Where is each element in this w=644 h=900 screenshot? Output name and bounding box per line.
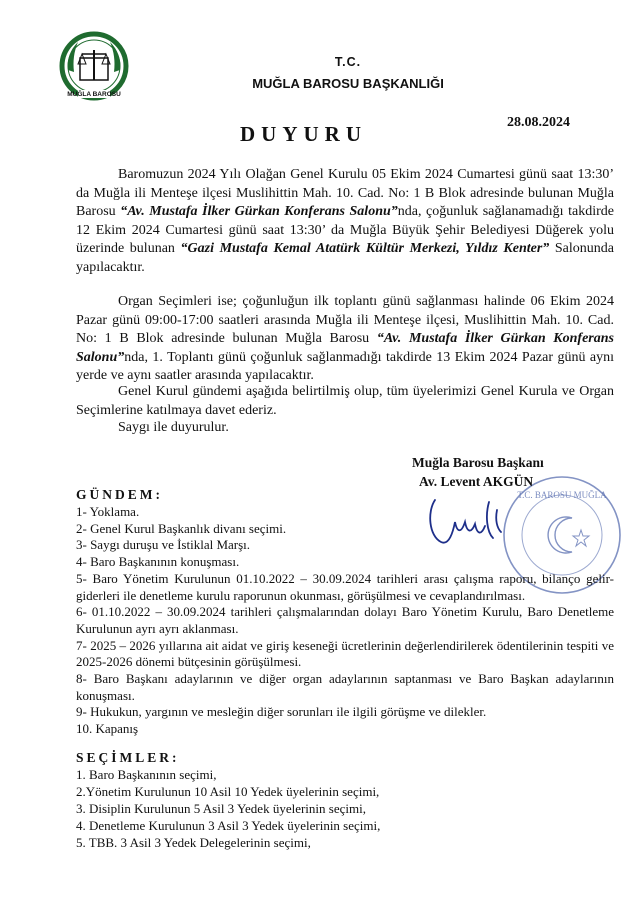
paragraph-invitation: Genel Kurul gündemi aşağıda belirtilmiş olup, tüm üyelerimizi Genel Kurula ve Organ Seçimlerine katılmaya davet ederiz.	[76, 384, 614, 418]
election-item: 4. Denetleme Kurulunun 3 Asil 3 Yedek üyelerinin seçimi,	[76, 818, 381, 833]
document-date: 28.08.2024	[507, 115, 570, 130]
agenda-list	[76, 504, 614, 738]
page-title: DUYURU	[240, 122, 367, 146]
election-item: 3. Disiplin Kurulunun 5 Asil 3 Yedek üyelerinin seçimi,	[76, 801, 366, 816]
agenda-heading: GÜNDEM:	[76, 487, 163, 502]
election-item: 2.Yönetim Kurulunun 10 Asil 10 Yedek üyelerinin seçimi,	[76, 784, 380, 799]
tc-heading: T.C.	[334, 55, 362, 69]
agenda-item: 5- Baro Yönetim Kurulunun 01.10.2022 – 30.09.2024 tarihleri arası çalışma raporu, bilanço gelir-giderleri ile denetleme kurulu raporunun okunması, görüşülmesi ve cevaplandırılması.	[76, 570, 614, 603]
agenda-item: 4- Baro Başkanının konuşması.	[76, 554, 240, 570]
agenda-item: 7- 2025 – 2026 yıllarına ait aidat ve giriş keseneği ücretlerinin değerlendirilerek ödentilerinin tespiti ve 2025-2026 dönemi bütçesinin görüşülmesi.	[76, 637, 614, 670]
agenda-item: 8- Baro Başkanı adaylarının ve diğer organ adaylarının saptanması ve Baro Başkan adaylarının konuşması.	[76, 671, 614, 703]
elections-heading: SEÇİMLER:	[76, 750, 180, 765]
election-item: 1. Baro Başkanının seçimi,	[76, 767, 217, 782]
muğla-barosu-logo	[58, 30, 130, 108]
signature-name: Av. Levent AKGÜN	[419, 474, 534, 489]
signature-organization: Muğla Barosu Başkanı	[412, 455, 544, 470]
paragraph-general-assembly: Baromuzun 2024 Yılı Olağan Genel Kurulu 05 Ekim 2024 Cumartesi günü saat 13:30’ da Muğla ili Menteşe ilçesi Muslihittin Mah. 10. Cad. No: 1 B Blok adresinde bulunan Muğla Barosu “Av. Mustafa İlker Gürkan Konferans Salonu”nda, çoğunluk sağlanamadığı takdirde 12 Ekim 2024 Cumartesi günü saat 13:30’ da Muğla Büyük Şehir Belediyesi Düğerek yolu üzerinde bulunan “Gazi Mustafa Kemal Atatürk Kültür Merkezi, Yıldız Kenter” Salonunda yapılacaktır.	[76, 167, 614, 275]
logo-text: MUĞLA BAROSU	[67, 91, 121, 98]
agenda-item: 1- Yoklama.	[76, 504, 140, 519]
agenda-item: 2- Genel Kurul Başkanlık divanı seçimi.	[76, 520, 287, 536]
agenda-item: 10. Kapanış	[76, 721, 139, 737]
agenda-item: 3- Saygı duruşu ve İstiklal Marşı.	[76, 537, 251, 553]
agenda-item: 6- 01.10.2022 – 30.09.2024 tarihleri çalışmalarından dolayı Baro Yönetim Kurulu, Baro Denetleme Kurulunun ayrı ayrı aklanması.	[76, 604, 614, 636]
election-item: 5. TBB. 3 Asil 3 Yedek Delegelerinin seçimi,	[76, 835, 311, 850]
bar-title: MUĞLA BAROSU BAŞKANLIĞI	[252, 76, 444, 91]
elections-list	[76, 766, 614, 851]
stamp-text: T.C. BAROSU MUĞLA	[517, 490, 607, 500]
agenda-item: 9- Hukukun, yargının ve mesleğin diğer sorunları ile ilgili görüşme ve dilekler.	[76, 704, 487, 720]
paragraph-closing: Saygı ile duyurulur.	[118, 420, 229, 435]
paragraph-organ-elections: Organ Seçimleri ise; çoğunluğun ilk toplantı günü sağlanması halinde 06 Ekim 2024 Pazar günü 09:00-17:00 saatleri arasında Muğla ili Menteşe ilçesi, Muslihittin Mah. 10. Cad. No: 1 B Blok adresinde bulunan Muğla Barosu “Av. Mustafa İlker Gürkan Konferans Salonu”nda, 1. Toplantı günü çoğunluk sağlanmadığı takdirde 13 Ekim 2024 Pazar günü aynı yerde ve aynı saatler arasında yapılacaktır.	[76, 294, 614, 383]
